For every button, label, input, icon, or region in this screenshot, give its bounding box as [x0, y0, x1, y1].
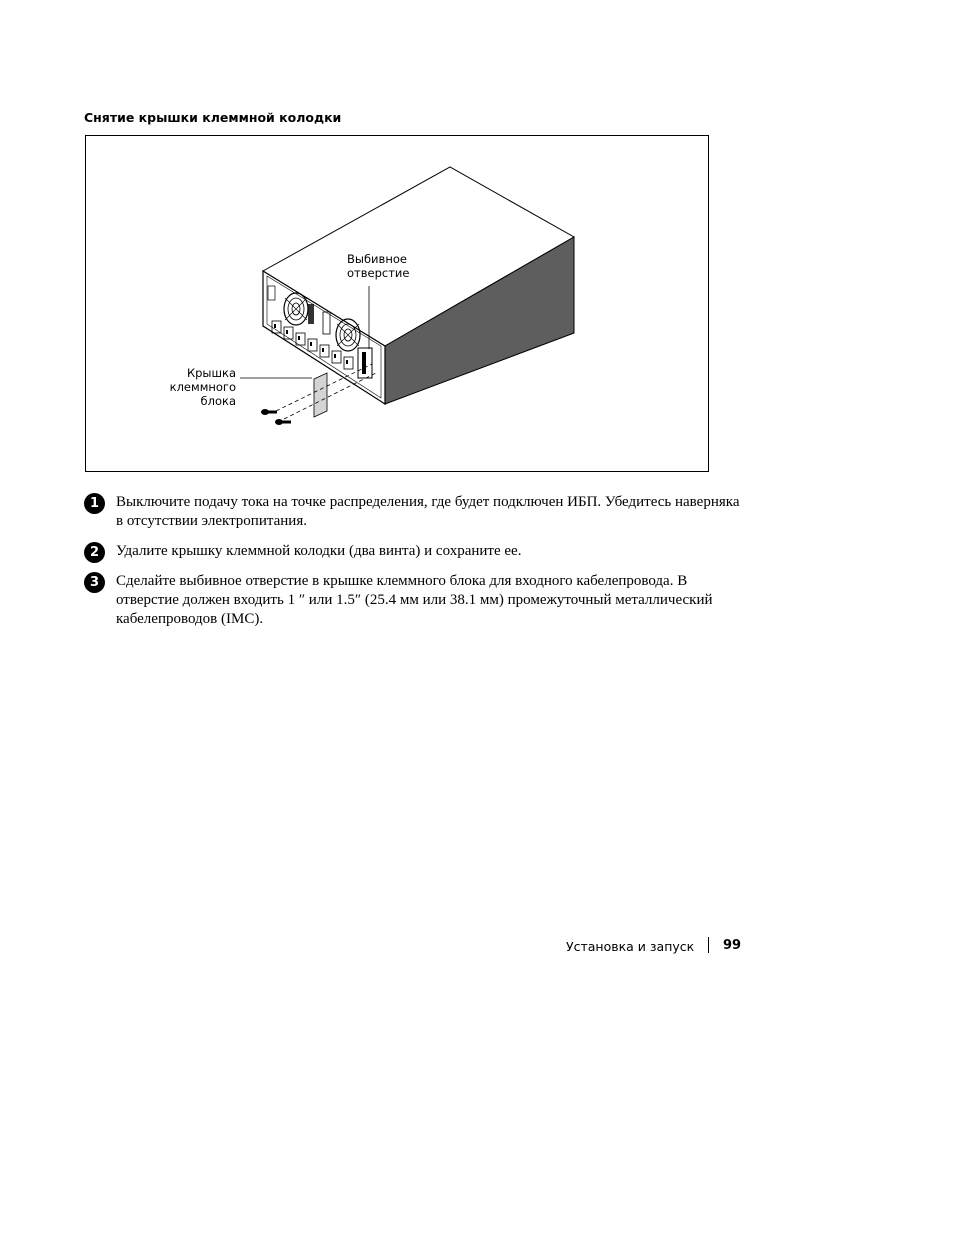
step-3: [84, 572, 744, 629]
step-text: Выключите подачу тока на точке распределения, где будет подключен ИБП. Убедитесь наверняка в отсутствии электропитания.: [116, 494, 740, 529]
step-text: Удалите крышку клеммной колодки (два винта) и сохраните ее.: [116, 543, 522, 559]
terminal-cover-callout: Крышка клеммного блока: [169, 366, 236, 408]
knockout-callout: Выбивное отверстие: [347, 252, 410, 280]
ups-cabinet-illustration: [86, 136, 708, 471]
step-number-badge: 3: [84, 572, 105, 593]
procedure-steps: [84, 493, 744, 640]
step-number-badge: 1: [84, 493, 105, 514]
left-fan: [284, 293, 308, 325]
step-text: Сделайте выбивное отверстие в крышке клеммного блока для входного кабелепровода. В отверстие должен входить 1 ″ или 1.5″ (25.4 мм или 38.1 мм) промежуточный металлический кабелепроводов (IMC).: [116, 573, 713, 627]
footer-divider: [708, 937, 709, 953]
screw-icon: [261, 409, 277, 415]
terminal-cover-plate: [314, 373, 327, 417]
screw-icon: [275, 419, 291, 425]
terminal-cover-removal-figure: [85, 135, 709, 472]
page-number: 99: [723, 938, 742, 953]
footer-section-title: Установка и запуск: [566, 939, 695, 954]
step-2: [84, 542, 744, 561]
right-fan: [336, 319, 360, 351]
step-1: [84, 493, 744, 531]
step-number-badge: 2: [84, 542, 105, 563]
section-heading: Снятие крышки клеммной колодки: [84, 110, 342, 125]
